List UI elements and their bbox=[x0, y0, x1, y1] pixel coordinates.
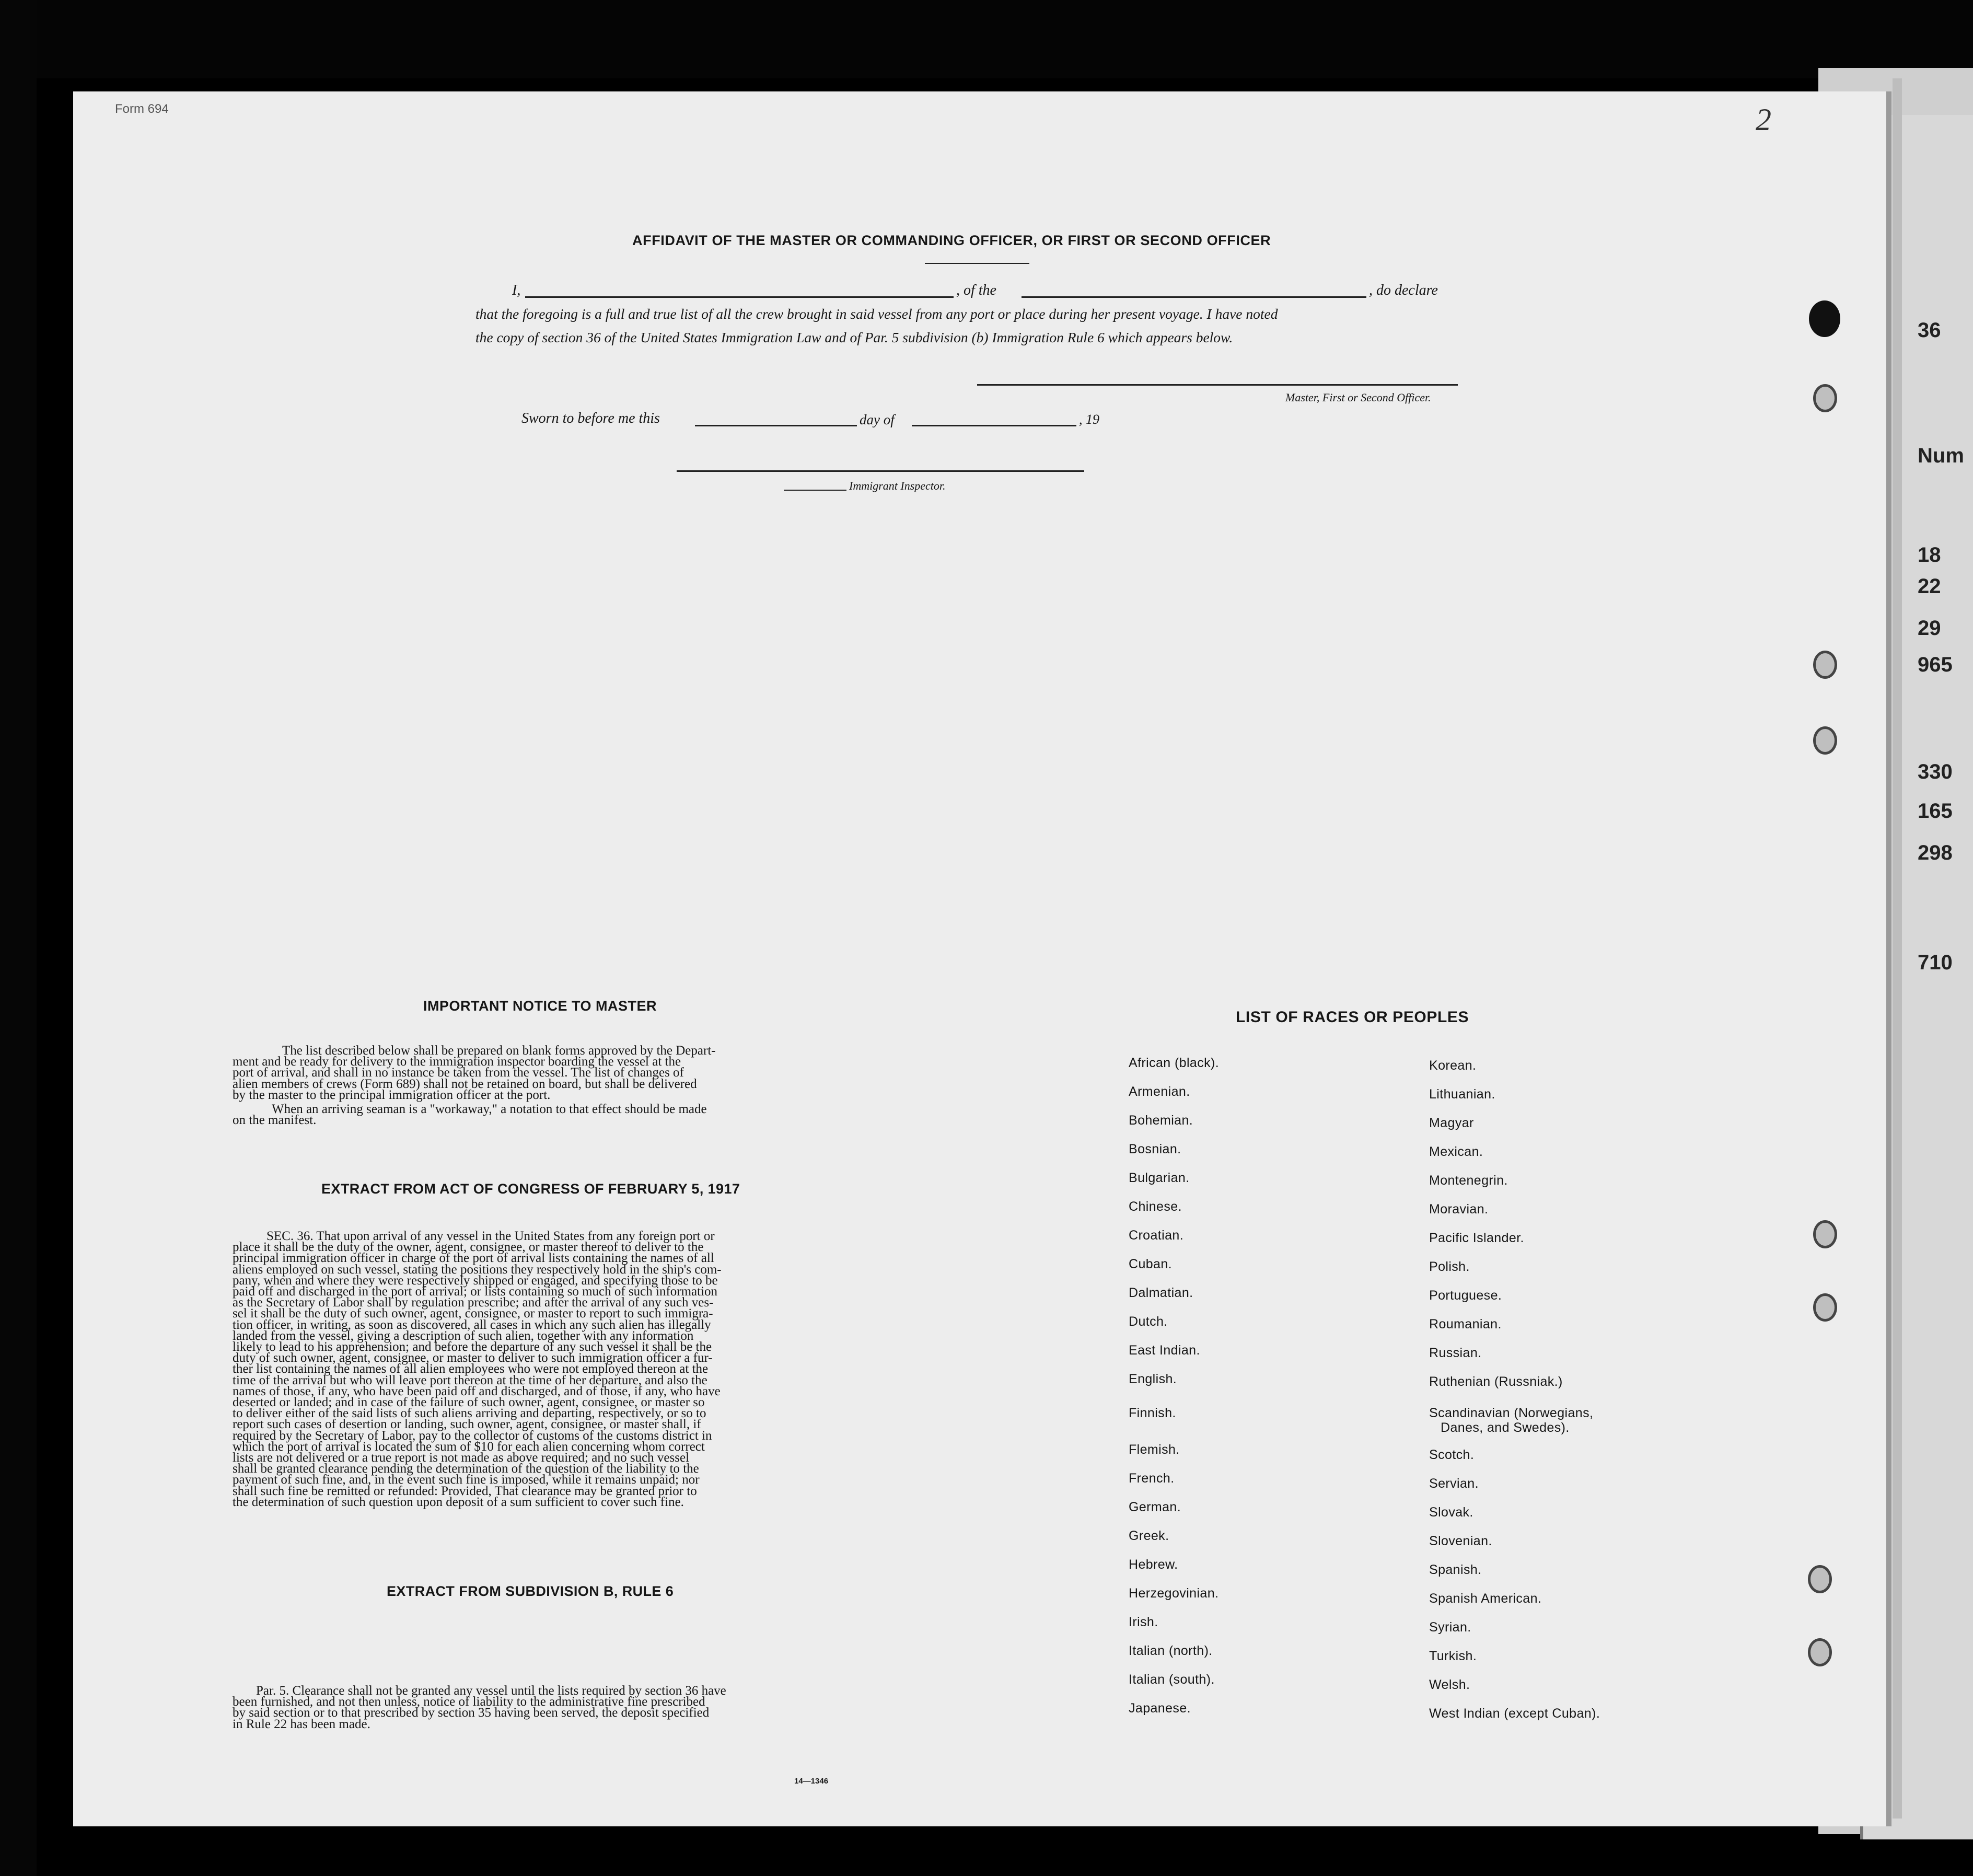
race-item: Italian (north). bbox=[1129, 1643, 1213, 1658]
punch-hole bbox=[1813, 651, 1837, 679]
year-text: , 19 bbox=[1079, 412, 1099, 427]
race-item: Dutch. bbox=[1129, 1314, 1168, 1329]
race-item: Cuban. bbox=[1129, 1257, 1173, 1271]
signature-blank[interactable] bbox=[977, 384, 1458, 386]
race-item: Ruthenian (Russniak.) bbox=[1429, 1374, 1563, 1389]
race-item: Russian. bbox=[1429, 1346, 1482, 1360]
punch-hole-torn bbox=[1809, 300, 1840, 337]
races-left-column bbox=[1129, 1056, 1379, 1819]
affidavit-line-2: that the foregoing is a full and true list of all the crew brought in said vessel from any port or place during her present voyage. I have noted bbox=[475, 306, 1278, 322]
race-item: Finnish. bbox=[1129, 1406, 1176, 1420]
sworn-text: Sworn to before me this bbox=[521, 410, 660, 426]
punch-hole bbox=[1813, 726, 1837, 755]
form-label: Form 694 bbox=[115, 102, 169, 116]
race-item: Portuguese. bbox=[1429, 1288, 1502, 1303]
extract-rule-body: Par. 5. Clearance shall not be granted any vessel until the lists required by section 36 have been furnished, and not then unless, notice of liability to the administrative fine prescribed by said section or to that prescribed by section 35 having been served, the deposit specified in Rule 22 has been made. bbox=[233, 1684, 726, 1731]
affidavit-do-declare: , do declare bbox=[1369, 282, 1438, 298]
vessel-blank[interactable] bbox=[1022, 296, 1366, 298]
sworn-day-blank[interactable] bbox=[695, 425, 857, 426]
race-item: Spanish American. bbox=[1429, 1591, 1542, 1606]
race-item: Bosnian. bbox=[1129, 1142, 1181, 1156]
race-item: Montenegrin. bbox=[1429, 1173, 1508, 1188]
race-item: Bohemian. bbox=[1129, 1113, 1193, 1128]
race-item: Turkish. bbox=[1429, 1649, 1477, 1663]
inspector-label: Immigrant Inspector. bbox=[849, 479, 946, 492]
race-item: Moravian. bbox=[1429, 1202, 1489, 1217]
race-item: Polish. bbox=[1429, 1259, 1470, 1274]
race-item: Syrian. bbox=[1429, 1620, 1471, 1635]
page-number: 2 bbox=[1756, 102, 1771, 137]
scanner-frame-top bbox=[0, 0, 1973, 78]
race-item: Welsh. bbox=[1429, 1677, 1470, 1692]
punch-hole bbox=[1808, 1565, 1832, 1593]
race-item: Scandinavian (Norwegians, Danes, and Swedes). bbox=[1429, 1406, 1594, 1435]
race-item: Irish. bbox=[1129, 1615, 1158, 1629]
extract-rule-title: EXTRACT FROM SUBDIVISION B, RULE 6 bbox=[387, 1583, 674, 1599]
page-edge-shadow bbox=[1893, 78, 1902, 1819]
extract-act-body: SEC. 36. That upon arrival of any vessel in the United States from any foreign port or place it shall be the duty of the owner, agent, consignee, or master thereof to deliver to the principal immigration officer in charge of the port of arrival lists containing the names of all aliens employed on such vessel, stating the positions they respectively hold in the ship's com- pany, when and where they were respectively shipped or engaged, and specifying those to be paid off and discharged in the port of arrival; or lists containing so much of such information as the Secretary of Labor shall by regulation prescribe; and after the arrival of any such ves- sel it shall be the duty of such owner, agent, consignee, or master to report to such immigra- tion officer, in writing, as soon as discovered, all cases in which any such alien has illegally landed from the vessel, giving a description of such alien, together with any information likely to lead to his apprehension; and before the departure of any such vessel it shall be the duty of such owner, agent, consignee, or master to deliver to such immigration officer a fur- ther list containing the names of all alien employees who were not employed thereon at the time of the arrival but who will leave port thereon at the time of her departure, and also the names of those, if any, who have been paid off and discharged, and of those, if any, who have deserted or landed; and in case of the failure of such owner, agent, consignee, or master so to deliver either of the said lists of such aliens arriving and departing, respectively, or so to report such cases of desertion or landing, such owner, agent, consignee, or master shall, if required by the Secretary of Labor, pay to the collector of customs of the customs district in which the port of arrival is located the sum of $10 for each alien concerning whom correct lists are not delivered or a true report is not made as above required; and no such vessel shall be granted clearance pending the determination of the question of the liability to the payment of such fine, and, in the event such fine is imposed, while it remains unpaid; nor shall such fine be remitted or refunded: Provided, That clearance may be granted prior to the determination of such question upon deposit of a sum sufficient to cover such fine. bbox=[233, 1229, 722, 1509]
affidavit-line-3: the copy of section 36 of the United States Immigration Law and of Par. 5 subdivision (b) Immigration Rule 6 which appears below. bbox=[475, 329, 1233, 345]
race-item: Japanese. bbox=[1129, 1701, 1191, 1716]
race-item: Servian. bbox=[1429, 1476, 1479, 1491]
sworn-month-blank[interactable] bbox=[912, 425, 1076, 426]
punch-hole bbox=[1813, 1293, 1837, 1322]
name-blank[interactable] bbox=[525, 296, 954, 298]
race-item: Chinese. bbox=[1129, 1199, 1182, 1214]
scanner-frame-left bbox=[0, 0, 37, 1876]
race-item: African (black). bbox=[1129, 1056, 1220, 1070]
races-title: LIST OF RACES OR PEOPLES bbox=[1236, 1009, 1469, 1026]
race-item: Korean. bbox=[1429, 1058, 1477, 1073]
title-rule bbox=[925, 263, 1029, 264]
race-item: Italian (south). bbox=[1129, 1672, 1215, 1687]
form-number: 14—1346 bbox=[794, 1777, 829, 1786]
signature-label: Master, First or Second Officer. bbox=[1285, 391, 1431, 404]
race-item: French. bbox=[1129, 1471, 1175, 1486]
race-item: Armenian. bbox=[1129, 1084, 1190, 1099]
race-item: Scotch. bbox=[1429, 1447, 1475, 1462]
notice-body: The list described below shall be prepared on blank forms approved by the Depart- ment and be ready for delivery to the immigration inspector boarding the vessel at the port of arrival, and shall in no instance be taken from the vessel. The list of changes of alien members of crews (Form 689) shall not be retained on board, but shall be delivered by the master to the principal immigration officer at the port. When an arriving seaman is a "workaway," a notation to that effect should be made on the manifest. bbox=[233, 1044, 716, 1128]
race-item: Pacific Islander. bbox=[1429, 1231, 1524, 1245]
race-item: Slovenian. bbox=[1429, 1534, 1492, 1548]
race-item: Herzegovinian. bbox=[1129, 1586, 1219, 1601]
inspector-short-rule bbox=[784, 490, 846, 491]
affidavit-title: AFFIDAVIT OF THE MASTER OR COMMANDING OFFICER, OR FIRST OR SECOND OFFICER bbox=[632, 233, 1271, 248]
race-item: Hebrew. bbox=[1129, 1557, 1178, 1572]
race-item: Bulgarian. bbox=[1129, 1171, 1190, 1185]
affidavit-of-the: , of the bbox=[956, 282, 996, 298]
race-item: Flemish. bbox=[1129, 1442, 1180, 1457]
race-item: Dalmatian. bbox=[1129, 1286, 1193, 1300]
punch-hole bbox=[1808, 1638, 1832, 1666]
race-item: Spanish. bbox=[1429, 1562, 1482, 1577]
race-item: German. bbox=[1129, 1500, 1181, 1514]
race-item: Magyar bbox=[1429, 1116, 1474, 1130]
affidavit-i: I, bbox=[512, 282, 521, 298]
race-item: Greek. bbox=[1129, 1528, 1169, 1543]
race-item: Mexican. bbox=[1429, 1144, 1483, 1159]
race-item: Lithuanian. bbox=[1429, 1087, 1495, 1102]
document-page bbox=[73, 91, 1891, 1826]
punch-hole bbox=[1813, 384, 1837, 412]
day-of-text: day of bbox=[860, 412, 895, 427]
race-item: English. bbox=[1129, 1372, 1177, 1386]
inspector-signature-blank[interactable] bbox=[677, 470, 1084, 472]
underlying-ledger-numbers: 36 Num 18 22 29 965 330 165 298 710 bbox=[1918, 319, 1964, 974]
extract-act-title: EXTRACT FROM ACT OF CONGRESS OF FEBRUARY 5, 1917 bbox=[321, 1181, 740, 1197]
notice-title: IMPORTANT NOTICE TO MASTER bbox=[423, 998, 657, 1014]
races-right-column bbox=[1429, 1058, 1701, 1821]
punch-hole bbox=[1813, 1220, 1837, 1248]
race-item: Roumanian. bbox=[1429, 1317, 1502, 1331]
race-item: Slovak. bbox=[1429, 1505, 1473, 1520]
race-item: West Indian (except Cuban). bbox=[1429, 1706, 1600, 1721]
race-item: Croatian. bbox=[1129, 1228, 1184, 1243]
race-item: East Indian. bbox=[1129, 1343, 1200, 1358]
